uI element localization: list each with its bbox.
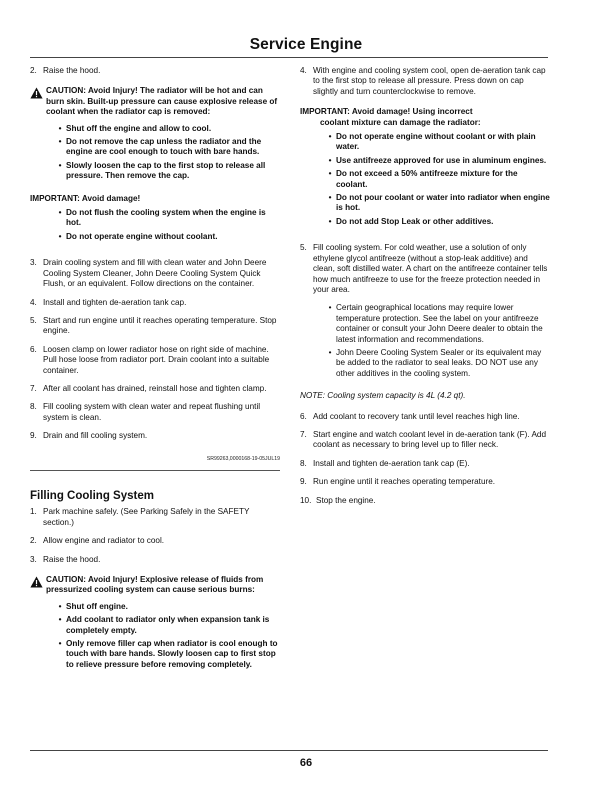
warning-triangle-icon: [30, 87, 46, 117]
section-divider: [30, 470, 280, 471]
list-item: • Do not pour coolant or water into radiator when engine is hot.: [328, 193, 550, 213]
caution-block: [30, 575, 280, 596]
step-item: 10. Stop the engine.: [300, 495, 376, 505]
list-item: • Do not add Stop Leak or other additives.: [328, 216, 494, 226]
important-bullets: [324, 132, 550, 227]
header-rule: [30, 57, 548, 58]
step-number: 2.: [30, 66, 37, 75]
warning-triangle-icon: [30, 576, 46, 596]
list-item: • Slowly loosen the cap to the first stop to release all pressure. Then remove the cap.: [58, 160, 266, 181]
step-item: 4. Install and tighten de-aeration tank cap.: [30, 297, 187, 307]
list-item: • Only remove filler cap when radiator is cool enough to touch with bare hands. Slowly loosen cap to first stop to relieve pressure before removing completely.: [58, 639, 278, 669]
important-bullets: [54, 208, 280, 242]
list-item: • Certain geographical locations may require lower temperature protection. See the label on your antifreeze container or consult your John Deere dealer to obtain the latest information and recommendations.: [328, 303, 543, 344]
document-id: SR99263,0000168-19-05JUL19: [206, 455, 280, 462]
list-item: • Do not flush the cooling system when the engine is hot.: [58, 208, 266, 228]
important-heading: IMPORTANT: Avoid damage!: [30, 193, 141, 203]
caution-text: CAUTION: Avoid Injury! Explosive release of fluids from pressurized cooling system can cause serious burns:: [46, 575, 264, 595]
caution-bullets: [54, 602, 280, 670]
left-column: [30, 66, 280, 680]
list-item: • Shut off the engine and allow to cool.: [58, 123, 212, 133]
list-item: • John Deere Cooling System Sealer or its equivalent may be added to the radiator to seal leaks. DO NOT use any other additives in the cooling system.: [328, 347, 542, 378]
page-header: [0, 0, 612, 54]
list-item: • Do not remove the cap unless the radiator and the engine are cool enough to touch with bare hands.: [58, 137, 262, 157]
list-item: • Do not exceed a 50% antifreeze mixture for the coolant.: [328, 169, 518, 189]
list-item: • Add coolant to radiator only when expansion tank is completely empty.: [58, 615, 270, 635]
list-item: • Shut off engine.: [58, 601, 128, 611]
footer-rule: [30, 750, 548, 751]
page-title: Service Engine: [249, 36, 363, 53]
page-number: 66: [299, 757, 313, 769]
step-item: 6. Add coolant to recovery tank until level reaches high line.: [300, 411, 520, 421]
step-item: 3. Drain cooling system and fill with clean water and John Deere Cooling System Cleaner, John Deere Cooling System Quick Flush, or an equivalent. Follow directions on the container.: [30, 258, 267, 289]
section-title: Filling Cooling System: [30, 489, 154, 502]
step-item: 8. Install and tighten de-aeration tank cap (E).: [300, 458, 470, 468]
important-heading: IMPORTANT: Avoid damage! Using incorrect: [300, 107, 473, 117]
list-item: • Do not operate engine without coolant.: [58, 231, 218, 241]
right-column: [300, 66, 550, 514]
step-item: 7. After all coolant has drained, reinstall hose and tighten clamp.: [30, 383, 267, 393]
step-item: [30, 66, 280, 76]
caution-bullets: [54, 124, 280, 182]
step-item: 9. Run engine until it reaches operating temperature.: [300, 477, 496, 487]
step-item: 1. Park machine safely. (See Parking Safely in the SAFETY section.): [30, 507, 250, 527]
list-item: • Do not operate engine without coolant or with plain water.: [328, 132, 536, 152]
step-item: 5. Fill cooling system. For cold weather, use a solution of only ethylene glycol antifreeze (without a stop-leak additive) and clean, soft distilled water. A chart on the antifreeze container tells how much antifreeze to use for the freeze protection needed in your area.: [300, 243, 548, 294]
step-item: 8. Fill cooling system with clean water and repeat flushing until system is clean.: [30, 402, 261, 422]
step-item: 9. Drain and fill cooling system.: [30, 431, 148, 441]
step-bullets: [324, 303, 550, 379]
step-text: Raise the hood.: [43, 66, 101, 75]
step-item: 6. Loosen clamp on lower radiator hose on right side of machine. Pull hose loose from radiator port. Drain coolant into a suitable container.: [30, 344, 270, 375]
important-heading-cont: coolant mixture can damage the radiator:: [320, 117, 481, 127]
list-item: • Use antifreeze approved for use in aluminum engines.: [328, 155, 547, 165]
step-item: 4. With engine and cooling system cool, open de-aeration tank cap to the first stop to release all pressure. Press down on cap slightly and turn counterclockwise to remove.: [300, 66, 546, 96]
note-text: NOTE: Cooling system capacity is 4L (4.2 qt).: [300, 391, 466, 401]
step-item: 3. Raise the hood.: [30, 554, 101, 564]
step-item: 5. Start and run engine until it reaches operating temperature. Stop engine.: [30, 315, 277, 336]
step-item: 7. Start engine and watch coolant level in de-aeration tank (F). Add coolant as necessary to bring level up to filler neck.: [300, 429, 547, 450]
step-item: 2. Allow engine and radiator to cool.: [30, 536, 165, 546]
caution-block: [30, 86, 280, 117]
caution-text: CAUTION: Avoid Injury! The radiator will be hot and can burn skin. Built-up pressure can cause explosive release of coolant when the radiator cap is removed:: [46, 86, 278, 117]
